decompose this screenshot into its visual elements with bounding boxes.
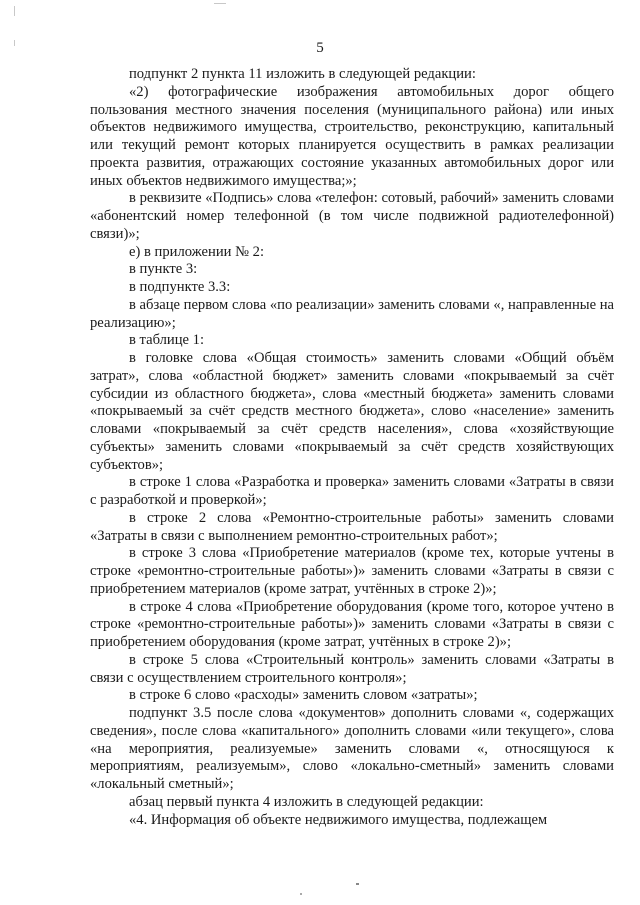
paragraph: в строке 4 слова «Приобретение оборудования (кроме того, которое учтено в строке «ремонтно-строительные работы»)» заменить словами «Затраты в связи с приобретением оборудования (кроме затрат, учтённых в строке 2)»;	[90, 598, 614, 650]
paragraph: в строке 2 слова «Ремонтно-строительные работы» заменить словами «Затраты в связи с выполнением ремонтно-строительных работ»;	[90, 509, 614, 544]
paragraph: в реквизите «Подпись» слова «телефон: сотовый, рабочий» заменить словами «абонентский номер телефонной (в том числе подвижной радиотелефонной) связи)»;	[90, 190, 614, 242]
paragraph: абзац первый пункта 4 изложить в следующей редакции:	[129, 793, 484, 810]
scan-artifact	[300, 893, 302, 895]
paragraph: в строке 1 слова «Разработка и проверка» заменить словами «Затраты в связи с разработкой и проверкой»;	[90, 474, 614, 508]
paragraph: в головке слова «Общая стоимость» заменить словами «Общий объём затрат», слова «областной бюджет» заменить словами «покрываемый за счёт субсидии из областного бюджета», слова «местный бюджета» заменить словами «покрываемый за счёт средств местного бюджета», слово «население» заменить словами «покрываемый за счёт средств населения», слова «хозяйствующие субъекты» заменить словами «покрываемый за счёт средств хозяйствующих субъектов»;	[90, 350, 614, 473]
paragraph: в таблице 1:	[129, 332, 205, 349]
scan-artifact	[14, 6, 15, 16]
paragraph: подпункт 3.5 после слова «документов» дополнить словами «, содержащих сведения», после слова «капитального» дополнить словами «или текущего», слова «на мероприятия, реализуемые» заменить словами «, относящуюся к мероприятиям, реализуемым», слово «локально-сметный» заменить словами «локальный сметный»;	[90, 705, 614, 792]
paragraph: в пункте 3:	[129, 261, 198, 278]
paragraph: в подпункте 3.3:	[129, 279, 231, 295]
page-number: 5	[316, 40, 324, 56]
paragraph: подпункт 2 пункта 11 изложить в следующей редакции:	[129, 66, 476, 82]
paragraph: «4. Информация об объекте недвижимого имущества, подлежащем	[129, 811, 548, 828]
paragraph: в строке 5 слова «Строительный контроль» заменить словами «Затраты в связи с осуществлением строительного контроля»;	[90, 651, 614, 686]
document-body	[90, 66, 614, 829]
paragraph: е) в приложении № 2:	[129, 243, 265, 260]
scan-artifact	[356, 883, 359, 885]
paragraph: в абзаце первом слова «по реализации» заменить словами «, направленные на реализацию»;	[90, 296, 614, 331]
scan-artifact	[214, 3, 226, 4]
paragraph: в строке 6 слово «расходы» заменить словом «затраты»;	[129, 687, 478, 704]
paragraph: «2) фотографические изображения автомобильных дорог общего пользования местного значения поселения (муниципального района) или иных объектов недвижимого имущества, строительство, реконструкцию, капитальный или текущий ремонт которых планируется осуществить в рамках реализации проекта развития, отражающих состояние указанных автомобильных дорог или иных объектов недвижимого имущества;»;	[90, 83, 614, 189]
paragraph: в строке 3 слова «Приобретение материалов (кроме тех, которые учтены в строке «ремонтно-строительные работы»)» заменить словами «Затраты в связи с приобретением материалов (кроме затрат, учтённых в строке 2)»;	[90, 545, 614, 597]
